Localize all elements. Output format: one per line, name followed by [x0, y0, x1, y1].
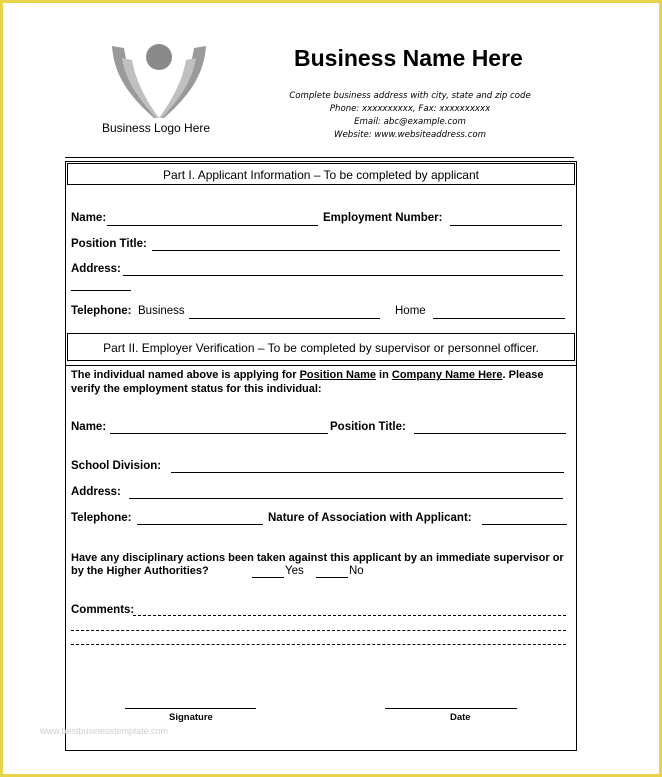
no-label: No — [349, 565, 364, 577]
part1-business-label: Business — [138, 305, 185, 317]
intro-text: The individual named above is applying for — [71, 369, 300, 381]
intro-in: in — [376, 369, 392, 381]
part1-heading-box — [67, 163, 575, 185]
signature-field[interactable] — [125, 708, 256, 709]
yes-label: Yes — [285, 565, 304, 577]
intro-please: . Please — [502, 369, 544, 381]
intro-company-name: Company Name Here — [391, 369, 503, 381]
part2-school-division-label: School Division: — [71, 460, 162, 472]
signature-label: Signature — [169, 712, 213, 723]
business-website: Website: www.websiteaddress.com — [334, 130, 486, 140]
comments-label: Comments: — [71, 604, 135, 616]
part2-telephone-field[interactable] — [137, 524, 263, 525]
part1-home-phone-field[interactable] — [433, 318, 565, 319]
comments-field-line-3[interactable] — [71, 644, 566, 645]
part2-address-label: Address: — [71, 486, 121, 498]
part2-name-field[interactable] — [110, 433, 328, 434]
part1-home-label: Home — [395, 305, 426, 317]
part2-position-title-label: Position Title: — [330, 421, 406, 433]
watermark: www.bestbusinesstemplate.com — [40, 726, 169, 736]
contact-block — [260, 90, 560, 142]
part2-name-label: Name: — [71, 421, 107, 433]
part1-business-phone-field[interactable] — [189, 318, 380, 319]
business-phone: Phone: xxxxxxxxxx, Fax: xxxxxxxxxx — [329, 104, 491, 114]
business-logo-icon — [104, 40, 214, 120]
part2-school-division-field[interactable] — [171, 472, 564, 473]
date-field[interactable] — [385, 708, 517, 709]
part1-address-label: Address: — [71, 263, 121, 275]
part1-employment-number-field[interactable] — [450, 225, 562, 226]
part2-nature-label: Nature of Association with Applicant: — [268, 512, 472, 524]
part2-heading: Part II. Employer Verification – To be completed by supervisor or personnel officer. — [103, 341, 539, 355]
part1-telephone-label: Telephone: — [71, 305, 132, 317]
part1-address-field[interactable] — [123, 275, 563, 276]
part2-disciplinary-question-2: by the Higher Authorities? — [71, 565, 209, 577]
yes-blank-field[interactable] — [252, 577, 284, 578]
part2-position-title-field[interactable] — [414, 433, 566, 434]
part1-address-field-2[interactable] — [71, 290, 131, 291]
no-blank-field[interactable] — [316, 577, 348, 578]
part2-nature-field[interactable] — [482, 524, 567, 525]
part1-name-label: Name: — [71, 212, 107, 224]
part1-employment-number-label: Employment Number: — [323, 212, 443, 224]
comments-field-line-2[interactable] — [71, 630, 566, 631]
part2-address-field[interactable] — [129, 498, 563, 499]
header-rule — [65, 157, 574, 158]
business-email: Email: abc@example.com — [354, 117, 466, 127]
comments-field-line-1[interactable] — [133, 615, 566, 616]
part1-position-title-field[interactable] — [152, 250, 560, 251]
logo-caption: Business Logo Here — [102, 121, 211, 135]
intro-position-name: Position Name — [299, 369, 376, 381]
part2-disciplinary-question-1: Have any disciplinary actions been taken against this applicant by an immediate supervisor or — [71, 552, 564, 564]
part1-heading: Part I. Applicant Information – To be completed by applicant — [163, 168, 479, 182]
business-name: Business Name Here — [294, 45, 523, 71]
date-label: Date — [450, 712, 471, 723]
part2-intro-line2: verify the employment status for this individual: — [71, 383, 322, 395]
part2-intro-line1 — [71, 369, 544, 381]
business-address: Complete business address with city, state and zip code — [289, 91, 531, 101]
part2-heading-box — [67, 333, 575, 361]
part1-position-title-label: Position Title: — [71, 238, 147, 250]
part2-rule — [65, 365, 577, 366]
part2-telephone-label: Telephone: — [71, 512, 132, 524]
part1-name-field[interactable] — [107, 225, 318, 226]
